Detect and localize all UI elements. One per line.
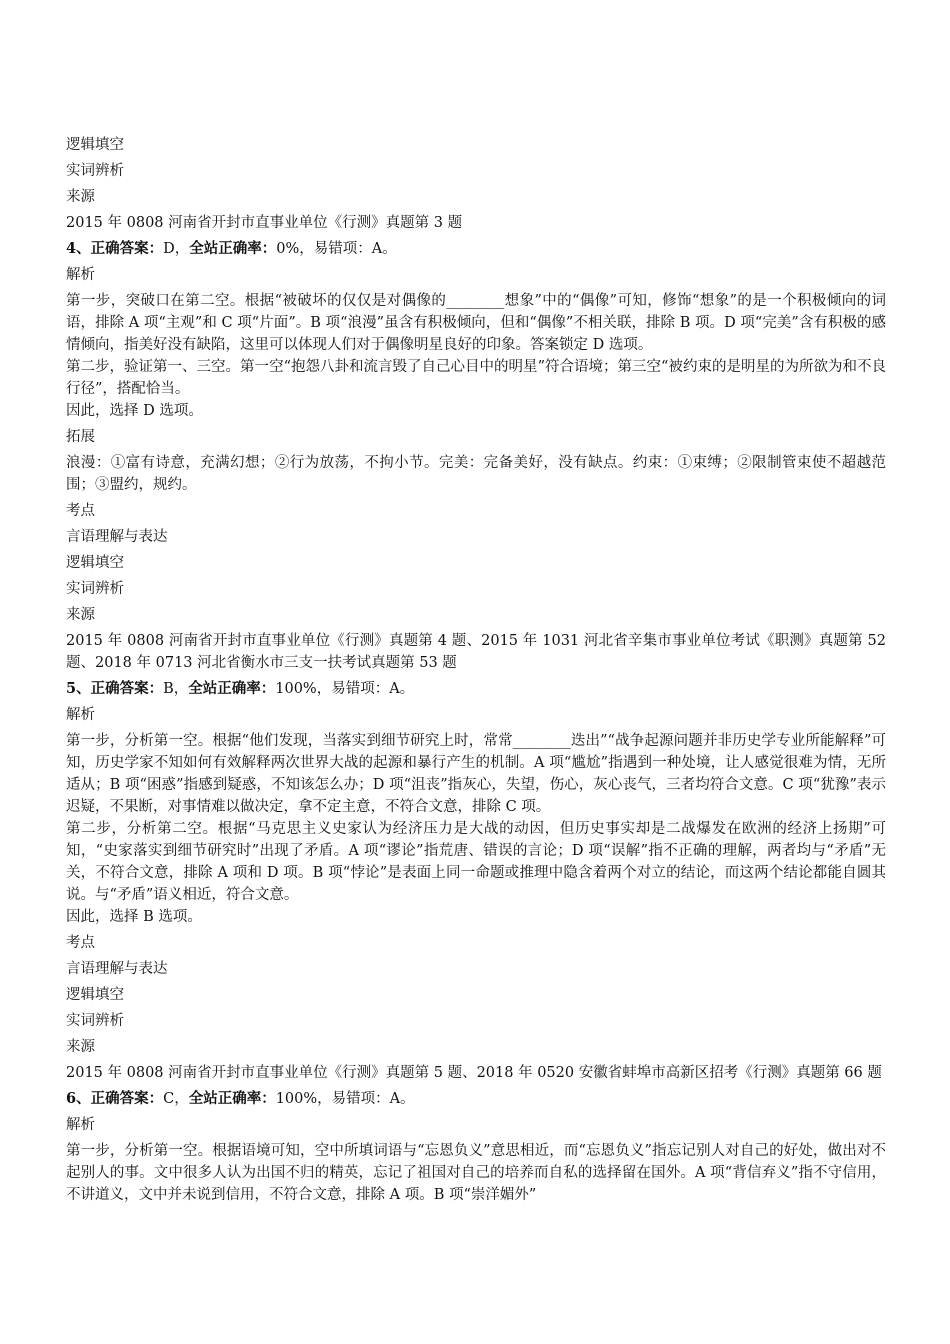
q5-kaodian-2: 逻辑填空 (66, 987, 124, 1003)
q5-rate-label: 全站正确率： (188, 680, 276, 697)
q4-source: 2015 年 0808 河南省开封市直事业单位《行测》真题第 4 题、2015 年 1031 河北省辛集市事业单位考试《职测》真题第 52 题、2018 年 0713 河北省衡水市三支一扶考试真题第 53 题 (66, 633, 886, 671)
q5-analysis-step2: 第二步，分析第二空。根据“马克思主义史家认为经济压力是大战的动因，但历史事实却是二战爆发在欧洲的经济上扬期”可知，“史家落实到细节研究时”出现了矛盾。A 项“谬论”指荒唐、错误的言论；D 项“误解”指不正确的理解，两者均与“矛盾”无关，不符合文意，排除 A 项和 D 项。B 项“悖论”是表面上同一命题或推理中隐含着两个对立的结论，而这两个结论都能自圆其说。与“矛盾”语义相近，符合文意。 (66, 821, 886, 903)
q4-analysis (66, 288, 886, 424)
document-page (66, 132, 886, 1208)
q5-number: 5、 (66, 680, 91, 697)
q5-answer-label: 正确答案： (90, 680, 164, 697)
q5-analysis-conclusion: 因此，选择 B 选项。 (66, 909, 202, 925)
q4-extend: 浪漫：①富有诗意，充满幻想；②行为放荡，不拘小节。完美：完备美好，没有缺点。约束：①束缚；②限制管束使不超越范围；③盟约，规约。 (66, 455, 886, 493)
category-text: 逻辑填空 (66, 137, 124, 153)
q5-analysis-label: 解析 (66, 707, 95, 723)
q4-number: 4、 (66, 240, 91, 257)
q5-kaodian-1: 言语理解与表达 (66, 961, 168, 977)
category-text: 实词辨析 (66, 163, 124, 179)
q4-answer-label: 正确答案： (90, 240, 164, 257)
q6-rate-label: 全站正确率： (188, 1090, 276, 1107)
q4-kaodian-2: 逻辑填空 (66, 555, 124, 571)
source-label: 来源 (66, 189, 95, 205)
q5-analysis (66, 728, 886, 930)
q4-analysis-conclusion: 因此，选择 D 选项。 (66, 403, 203, 419)
q6-rate-value: 100%，易错项：A。 (275, 1091, 415, 1107)
q5-source: 2015 年 0808 河南省开封市直事业单位《行测》真题第 5 题、2018 年 0520 安徽省蚌埠市高新区招考《行测》真题第 66 题 (66, 1065, 882, 1081)
q5-kaodian-3: 实词辨析 (66, 1013, 124, 1029)
q5-rate-value: 100%，易错项：A。 (275, 681, 415, 697)
q4-rate-value: 0%，易错项：A。 (276, 241, 397, 257)
q5-answer-line (66, 676, 886, 702)
q4-answer-value: D， (163, 241, 190, 257)
q4-analysis-label: 解析 (66, 267, 95, 283)
q4-analysis-step1: 第一步，突破口在第二空。根据“被破坏的仅仅是对偶像的________想象”中的“偶像”可知，修饰“想象”的是一个积极倾向的词语，排除 A 项“主观”和 C 项“片面”。B 项“浪漫”虽含有积极倾向，但和“偶像”不相关联，排除 B 项。D 项“完美”含有积极的感情倾向，指美好没有缺陷，这里可以体现人们对于偶像明星良好的印象。答案锁定 D 选项。 (66, 293, 886, 353)
q4-kaodian-3: 实词辨析 (66, 581, 124, 597)
q4-source-label: 来源 (66, 607, 95, 623)
q6-answer-line (66, 1086, 886, 1112)
q5-answer-value: B， (163, 681, 189, 697)
q6-analysis-label: 解析 (66, 1117, 95, 1133)
q4-extend-label: 拓展 (66, 429, 95, 445)
q4-kaodian-label: 考点 (66, 503, 95, 519)
q6-answer-value: C， (163, 1091, 189, 1107)
q6-answer-label: 正确答案： (90, 1090, 164, 1107)
q4-rate-label: 全站正确率： (189, 240, 277, 257)
q4-answer-line (66, 236, 886, 262)
q6-number: 6、 (66, 1090, 91, 1107)
q4-kaodian-1: 言语理解与表达 (66, 529, 168, 545)
q5-source-label: 来源 (66, 1039, 95, 1055)
q6-analysis (66, 1138, 886, 1208)
source-text: 2015 年 0808 河南省开封市直事业单位《行测》真题第 3 题 (66, 215, 463, 231)
q5-analysis-step1: 第一步，分析第一空。根据“他们发现，当落实到细节研究上时，常常________迭出”“战争起源问题并非历史学专业所能解释”可知，历史学家不知如何有效解释两次世界大战的起源和暴行产生的机制。A 项“尴尬”指遇到一种处境，让人感觉很难为情，无所适从；B 项“困惑”指感到疑惑，不知该怎么办；D 项“沮丧”指灰心，失望，伤心，灰心丧气，三者均符合文意。C 项“犹豫”表示迟疑，不果断，对事情难以做决定，拿不定主意，不符合文意，排除 C 项。 (66, 733, 886, 815)
q6-analysis-step1: 第一步，分析第一空。根据语境可知，空中所填词语与“忘恩负义”意思相近，而“忘恩负义”指忘记别人对自己的好处，做出对不起别人的事。文中很多人认为出国不归的精英，忘记了祖国对自己的培养而自私的选择留在国外。A 项“背信弃义”指不守信用，不讲道义，文中并未说到信用，不符合文意，排除 A 项。B 项“崇洋媚外” (66, 1143, 886, 1203)
q5-kaodian-label: 考点 (66, 935, 95, 951)
q4-analysis-step2: 第二步，验证第一、三空。第一空“抱怨八卦和流言毁了自己心目中的明星”符合语境；第三空“被约束的是明星的为所欲为和不良行径”，搭配恰当。 (66, 359, 886, 397)
